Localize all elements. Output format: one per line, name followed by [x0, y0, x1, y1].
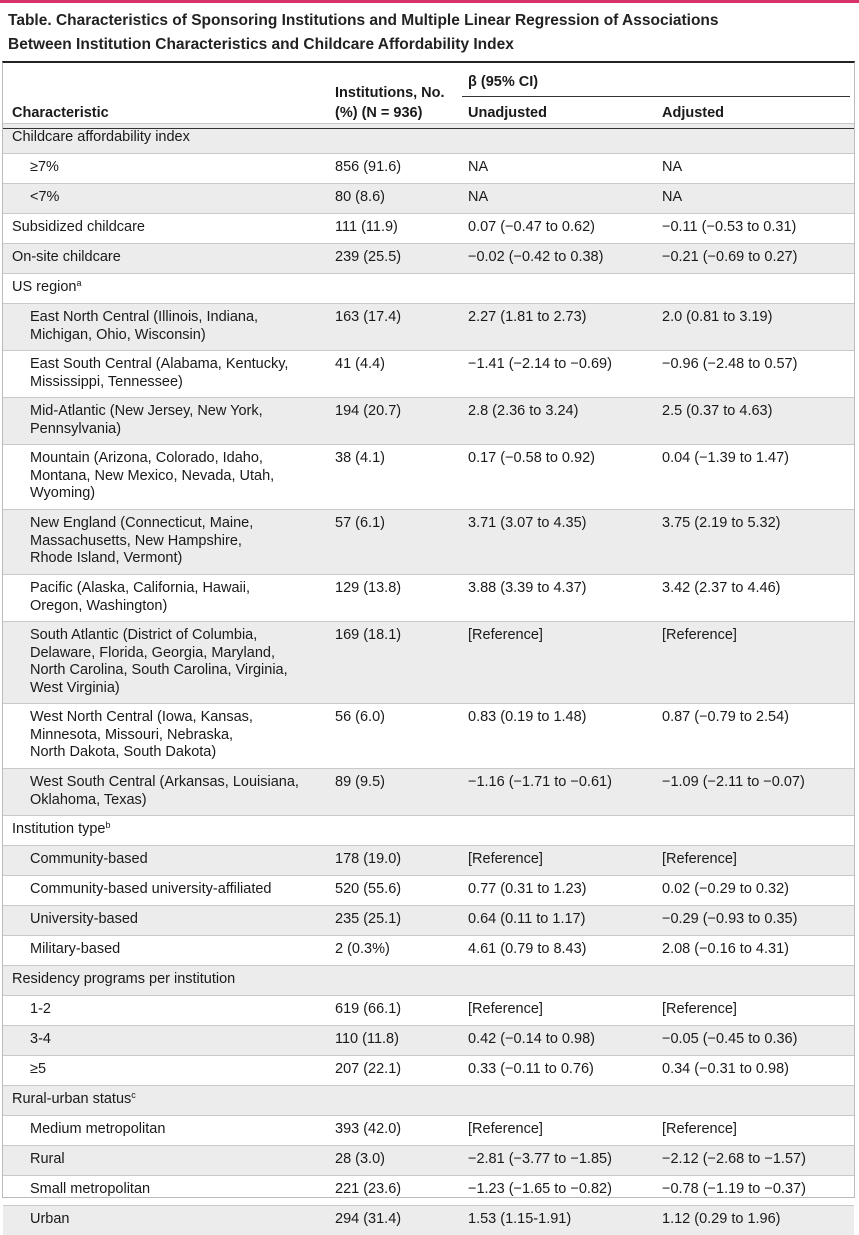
unadjusted-beta-cell: 0.07 (−0.47 to 0.62) [468, 219, 595, 235]
adjusted-beta-cell: [Reference] [662, 1001, 737, 1017]
institutions-cell: 80 (8.6) [335, 189, 385, 205]
characteristic-text: Urban [30, 1211, 70, 1227]
characteristic-text: Institution type [12, 821, 106, 837]
characteristic-cell [12, 219, 145, 237]
adjusted-beta-cell: 2.0 (0.81 to 3.19) [662, 309, 773, 325]
characteristic-line [30, 1001, 51, 1019]
characteristic-text: Pacific (Alaska, California, Hawaii, [30, 580, 250, 596]
characteristic-cell [30, 1121, 165, 1139]
characteristic-text: 1-2 [30, 1001, 51, 1017]
characteristic-line [30, 403, 263, 421]
adjusted-beta-cell: 0.02 (−0.29 to 0.32) [662, 881, 789, 897]
characteristic-text: Delaware, Florida, Georgia, Maryland, [30, 644, 275, 661]
unadjusted-beta-cell: [Reference] [468, 1001, 543, 1017]
characteristic-cell [12, 279, 82, 297]
characteristic-cell [12, 1091, 136, 1109]
characteristic-text: East North Central (Illinois, Indiana, [30, 309, 259, 325]
institutions-cell: 294 (31.4) [335, 1211, 402, 1227]
institutions-cell: 129 (13.8) [335, 580, 402, 596]
characteristic-line [12, 219, 145, 237]
adjusted-beta-cell: 1.12 (0.29 to 1.96) [662, 1211, 781, 1227]
institutions-cell: 393 (42.0) [335, 1121, 402, 1137]
characteristic-line [12, 1091, 136, 1109]
characteristic-line [30, 1121, 165, 1139]
header-institutions-line-2: (%) (N = 936) [335, 105, 423, 121]
top-accent-bar [0, 0, 859, 3]
table-title [8, 9, 848, 57]
beta-header-rule [462, 96, 850, 97]
institutions-cell: 57 (6.1) [335, 515, 385, 531]
characteristic-line [30, 450, 274, 468]
characteristic-cell [12, 971, 235, 989]
institutions-cell: 56 (6.0) [335, 709, 385, 725]
characteristic-line [30, 911, 138, 929]
unadjusted-beta-cell: 0.64 (0.11 to 1.17) [468, 911, 586, 927]
characteristic-line [30, 598, 250, 616]
characteristic-line [30, 309, 258, 327]
unadjusted-beta-cell: 2.8 (2.36 to 3.24) [468, 403, 579, 419]
characteristic-cell [30, 1181, 150, 1199]
header-rule [3, 128, 854, 129]
adjusted-beta-cell: 3.42 (2.37 to 4.46) [662, 580, 781, 596]
unadjusted-beta-cell: −0.02 (−0.42 to 0.38) [468, 249, 604, 265]
unadjusted-beta-cell: 2.27 (1.81 to 2.73) [468, 309, 587, 325]
header-adjusted: Adjusted [662, 105, 725, 121]
characteristic-text: ≥5 [30, 1061, 47, 1077]
characteristic-line [12, 249, 121, 267]
characteristic-cell [30, 580, 250, 615]
characteristic-text: Massachusetts, New Hampshire, [30, 532, 242, 549]
institutions-cell: 2 (0.3%) [335, 941, 390, 957]
institutions-cell: 38 (4.1) [335, 450, 385, 466]
characteristic-text: University-based [30, 911, 138, 927]
table-row [3, 509, 854, 574]
unadjusted-beta-cell: 3.88 (3.39 to 4.37) [468, 580, 587, 596]
table-row [3, 397, 854, 444]
characteristic-cell [30, 774, 299, 809]
characteristic-text: Residency programs per institution [12, 971, 236, 987]
institutions-cell: 221 (23.6) [335, 1181, 402, 1197]
footnote-marker: b [105, 820, 111, 830]
unadjusted-beta-cell: [Reference] [468, 627, 543, 643]
characteristic-line [30, 189, 59, 207]
institutions-cell: 178 (19.0) [335, 851, 402, 867]
unadjusted-beta-cell: 0.77 (0.31 to 1.23) [468, 881, 587, 897]
unadjusted-beta-cell: −2.81 (−3.77 to −1.85) [468, 1151, 612, 1167]
section-row [3, 965, 854, 995]
characteristic-line [30, 485, 274, 503]
characteristic-cell [12, 821, 111, 839]
header-institutions-line-1: Institutions, No. [335, 85, 445, 101]
table-row [3, 995, 854, 1025]
institutions-cell: 110 (11.8) [335, 1031, 399, 1047]
characteristic-text: West Virginia) [30, 679, 120, 696]
characteristic-text: East South Central (Alabama, Kentucky, [30, 356, 289, 372]
characteristic-line [30, 533, 253, 551]
institutions-cell: 194 (20.7) [335, 403, 402, 419]
characteristic-line [30, 744, 253, 762]
characteristic-cell [30, 159, 59, 177]
table-row [3, 845, 854, 875]
characteristic-text: ≥7% [30, 159, 59, 175]
characteristic-line [30, 1211, 70, 1229]
characteristic-text: Rural-urban status [12, 1091, 132, 1107]
institutions-cell: 111 (11.9) [335, 219, 398, 235]
unadjusted-beta-cell: NA [468, 189, 489, 205]
characteristic-line [30, 941, 120, 959]
unadjusted-beta-cell: [Reference] [468, 1121, 543, 1137]
characteristic-cell [30, 1151, 65, 1169]
table-row [3, 1205, 854, 1235]
characteristic-text: Oklahoma, Texas) [30, 791, 147, 808]
table-row [3, 1145, 854, 1175]
section-row [3, 815, 854, 845]
characteristic-line [12, 821, 111, 839]
characteristic-cell [12, 129, 190, 147]
unadjusted-beta-cell: 0.42 (−0.14 to 0.98) [468, 1031, 595, 1047]
characteristic-line [30, 159, 59, 177]
institutions-cell: 235 (25.1) [335, 911, 402, 927]
section-row [3, 1085, 854, 1115]
unadjusted-beta-cell: 1.53 (1.15-1.91) [468, 1211, 572, 1227]
characteristic-cell [30, 309, 258, 344]
adjusted-beta-cell: 0.04 (−1.39 to 1.47) [662, 450, 789, 466]
characteristic-line [30, 881, 272, 899]
adjusted-beta-cell: 3.75 (2.19 to 5.32) [662, 515, 781, 531]
characteristic-text: West North Central (Iowa, Kansas, [30, 709, 253, 725]
section-row [3, 213, 854, 243]
characteristic-line [12, 279, 82, 297]
characteristic-text: Subsidized childcare [12, 219, 145, 235]
characteristic-text: Michigan, Ohio, Wisconsin) [30, 326, 206, 343]
footnote-marker: c [131, 1090, 136, 1100]
unadjusted-beta-cell: 0.17 (−0.58 to 0.92) [468, 450, 595, 466]
characteristic-line [12, 129, 190, 147]
characteristic-text: Oregon, Washington) [30, 597, 168, 614]
table-title-line-2: Between Institution Characteristics and Childcare Affordability Index [8, 36, 514, 53]
adjusted-beta-cell: −0.05 (−0.45 to 0.36) [662, 1031, 798, 1047]
unadjusted-beta-cell: −1.23 (−1.65 to −0.82) [468, 1181, 612, 1197]
header-characteristic: Characteristic [12, 105, 109, 121]
table-row [3, 703, 854, 768]
table-row [3, 303, 854, 350]
institutions-cell: 163 (17.4) [335, 309, 402, 325]
table-row [3, 1115, 854, 1145]
institutions-cell: 28 (3.0) [335, 1151, 385, 1167]
table-row [3, 153, 854, 183]
adjusted-beta-cell: [Reference] [662, 1121, 737, 1137]
characteristic-cell [12, 249, 121, 267]
characteristic-cell [30, 1211, 70, 1229]
characteristic-text: Small metropolitan [30, 1181, 151, 1197]
adjusted-beta-cell: [Reference] [662, 851, 737, 867]
table-row [3, 935, 854, 965]
characteristic-cell [30, 189, 59, 207]
characteristic-text: US region [12, 279, 77, 295]
adjusted-beta-cell: −1.09 (−2.11 to −0.07) [662, 774, 805, 790]
characteristic-text: On-site childcare [12, 249, 121, 265]
characteristic-text: Community-based university-affiliated [30, 881, 272, 897]
table-row [3, 1055, 854, 1085]
table-row [3, 875, 854, 905]
section-row [3, 273, 854, 303]
characteristic-text: Rhode Island, Vermont) [30, 550, 183, 566]
header-beta: β (95% CI) [468, 74, 539, 90]
characteristic-line [30, 550, 253, 568]
unadjusted-beta-cell: NA [468, 159, 489, 175]
characteristic-text: Rural [30, 1151, 65, 1167]
characteristic-cell [30, 1061, 46, 1079]
characteristic-line [30, 662, 288, 680]
characteristic-cell [30, 709, 253, 762]
table-row [3, 183, 854, 213]
characteristic-line [30, 356, 288, 374]
unadjusted-beta-cell: 4.61 (0.79 to 8.43) [468, 941, 587, 957]
table-row [3, 350, 854, 397]
institutions-cell: 239 (25.5) [335, 249, 402, 265]
characteristic-text: Montana, New Mexico, Nevada, Utah, [30, 467, 275, 484]
characteristic-text: Military-based [30, 941, 121, 957]
footnote-marker: a [76, 278, 82, 288]
characteristic-cell [30, 1031, 51, 1049]
characteristic-line [30, 792, 299, 810]
characteristic-text: North Carolina, South Carolina, Virginia, [30, 662, 288, 678]
adjusted-beta-cell: −0.11 (−0.53 to 0.31) [662, 219, 797, 235]
institutions-cell: 89 (9.5) [335, 774, 385, 790]
table-title-line-1: Table. Characteristics of Sponsoring Institutions and Multiple Linear Regression of Associations [8, 12, 719, 29]
unadjusted-beta-cell: [Reference] [468, 851, 543, 867]
characteristic-cell [30, 851, 148, 869]
adjusted-beta-cell: [Reference] [662, 627, 737, 643]
characteristic-text: Pennsylvania) [30, 420, 122, 437]
characteristic-line [30, 580, 250, 598]
unadjusted-beta-cell: 0.33 (−0.11 to 0.76) [468, 1061, 594, 1077]
characteristic-line [30, 374, 288, 392]
institutions-cell: 856 (91.6) [335, 159, 402, 175]
adjusted-beta-cell: 2.08 (−0.16 to 4.31) [662, 941, 789, 957]
characteristic-cell [30, 515, 253, 568]
table-row [3, 444, 854, 509]
characteristic-text: Medium metropolitan [30, 1121, 166, 1137]
section-row [3, 243, 854, 273]
characteristic-text: Community-based [30, 851, 148, 867]
characteristic-cell [30, 941, 120, 959]
institutions-cell: 169 (18.1) [335, 627, 402, 643]
characteristic-text: 3-4 [30, 1031, 51, 1047]
institutions-cell: 619 (66.1) [335, 1001, 402, 1017]
characteristic-line [30, 1031, 51, 1049]
header-unadjusted: Unadjusted [468, 105, 547, 121]
characteristic-cell [30, 1001, 51, 1019]
characteristic-line [30, 421, 263, 439]
institutions-cell: 207 (22.1) [335, 1061, 402, 1077]
adjusted-beta-cell: NA [662, 159, 683, 175]
adjusted-beta-cell: 0.87 (−0.79 to 2.54) [662, 709, 789, 725]
table-row [3, 768, 854, 815]
adjusted-beta-cell: −2.12 (−2.68 to −1.57) [662, 1151, 806, 1167]
characteristic-line [30, 468, 274, 486]
characteristic-text: Childcare affordability index [12, 129, 190, 145]
adjusted-beta-cell: −0.29 (−0.93 to 0.35) [662, 911, 798, 927]
table-row [3, 621, 854, 703]
characteristic-text: <7% [30, 189, 60, 205]
characteristic-cell [30, 627, 288, 697]
adjusted-beta-cell: 2.5 (0.37 to 4.63) [662, 403, 773, 419]
characteristic-text: North Dakota, South Dakota) [30, 744, 217, 760]
characteristic-line [30, 1181, 150, 1199]
adjusted-beta-cell: −0.78 (−1.19 to −0.37) [662, 1181, 806, 1197]
characteristic-cell [30, 881, 272, 899]
unadjusted-beta-cell: −1.16 (−1.71 to −0.61) [468, 774, 612, 790]
characteristic-cell [30, 403, 263, 438]
characteristic-text: Mississippi, Tennessee) [30, 373, 183, 390]
characteristic-text: Wyoming) [30, 485, 96, 501]
table-row [3, 905, 854, 935]
characteristic-line [12, 971, 235, 989]
institutions-cell: 520 (55.6) [335, 881, 402, 897]
characteristic-cell [30, 911, 138, 929]
characteristic-line [30, 627, 288, 645]
characteristic-line [30, 1151, 65, 1169]
characteristic-line [30, 851, 148, 869]
characteristic-line [30, 327, 258, 345]
unadjusted-beta-cell: 0.83 (0.19 to 1.48) [468, 709, 587, 725]
characteristic-text: Mid-Atlantic (New Jersey, New York, [30, 403, 263, 419]
adjusted-beta-cell: −0.21 (−0.69 to 0.27) [662, 249, 798, 265]
characteristic-line [30, 727, 253, 745]
institutions-cell: 41 (4.4) [335, 356, 385, 372]
characteristic-line [30, 774, 299, 792]
characteristic-line [30, 1061, 46, 1079]
adjusted-beta-cell: NA [662, 189, 683, 205]
table-row [3, 574, 854, 621]
adjusted-beta-cell: 0.34 (−0.31 to 0.98) [662, 1061, 789, 1077]
characteristic-cell [30, 450, 274, 503]
characteristic-line [30, 515, 253, 533]
adjusted-beta-cell: −0.96 (−2.48 to 0.57) [662, 356, 798, 372]
characteristic-text: West South Central (Arkansas, Louisiana, [30, 774, 299, 790]
characteristic-text: Minnesota, Missouri, Nebraska, [30, 726, 234, 743]
characteristic-cell [30, 356, 288, 391]
characteristic-line [30, 645, 288, 663]
characteristic-text: Mountain (Arizona, Colorado, Idaho, [30, 450, 263, 466]
table-row [3, 1175, 854, 1205]
characteristic-line [30, 709, 253, 727]
characteristic-line [30, 680, 288, 698]
characteristic-text: New England (Connecticut, Maine, [30, 515, 254, 531]
unadjusted-beta-cell: −1.41 (−2.14 to −0.69) [468, 356, 612, 372]
unadjusted-beta-cell: 3.71 (3.07 to 4.35) [468, 515, 587, 531]
characteristic-text: South Atlantic (District of Columbia, [30, 627, 258, 643]
table-row [3, 1025, 854, 1055]
